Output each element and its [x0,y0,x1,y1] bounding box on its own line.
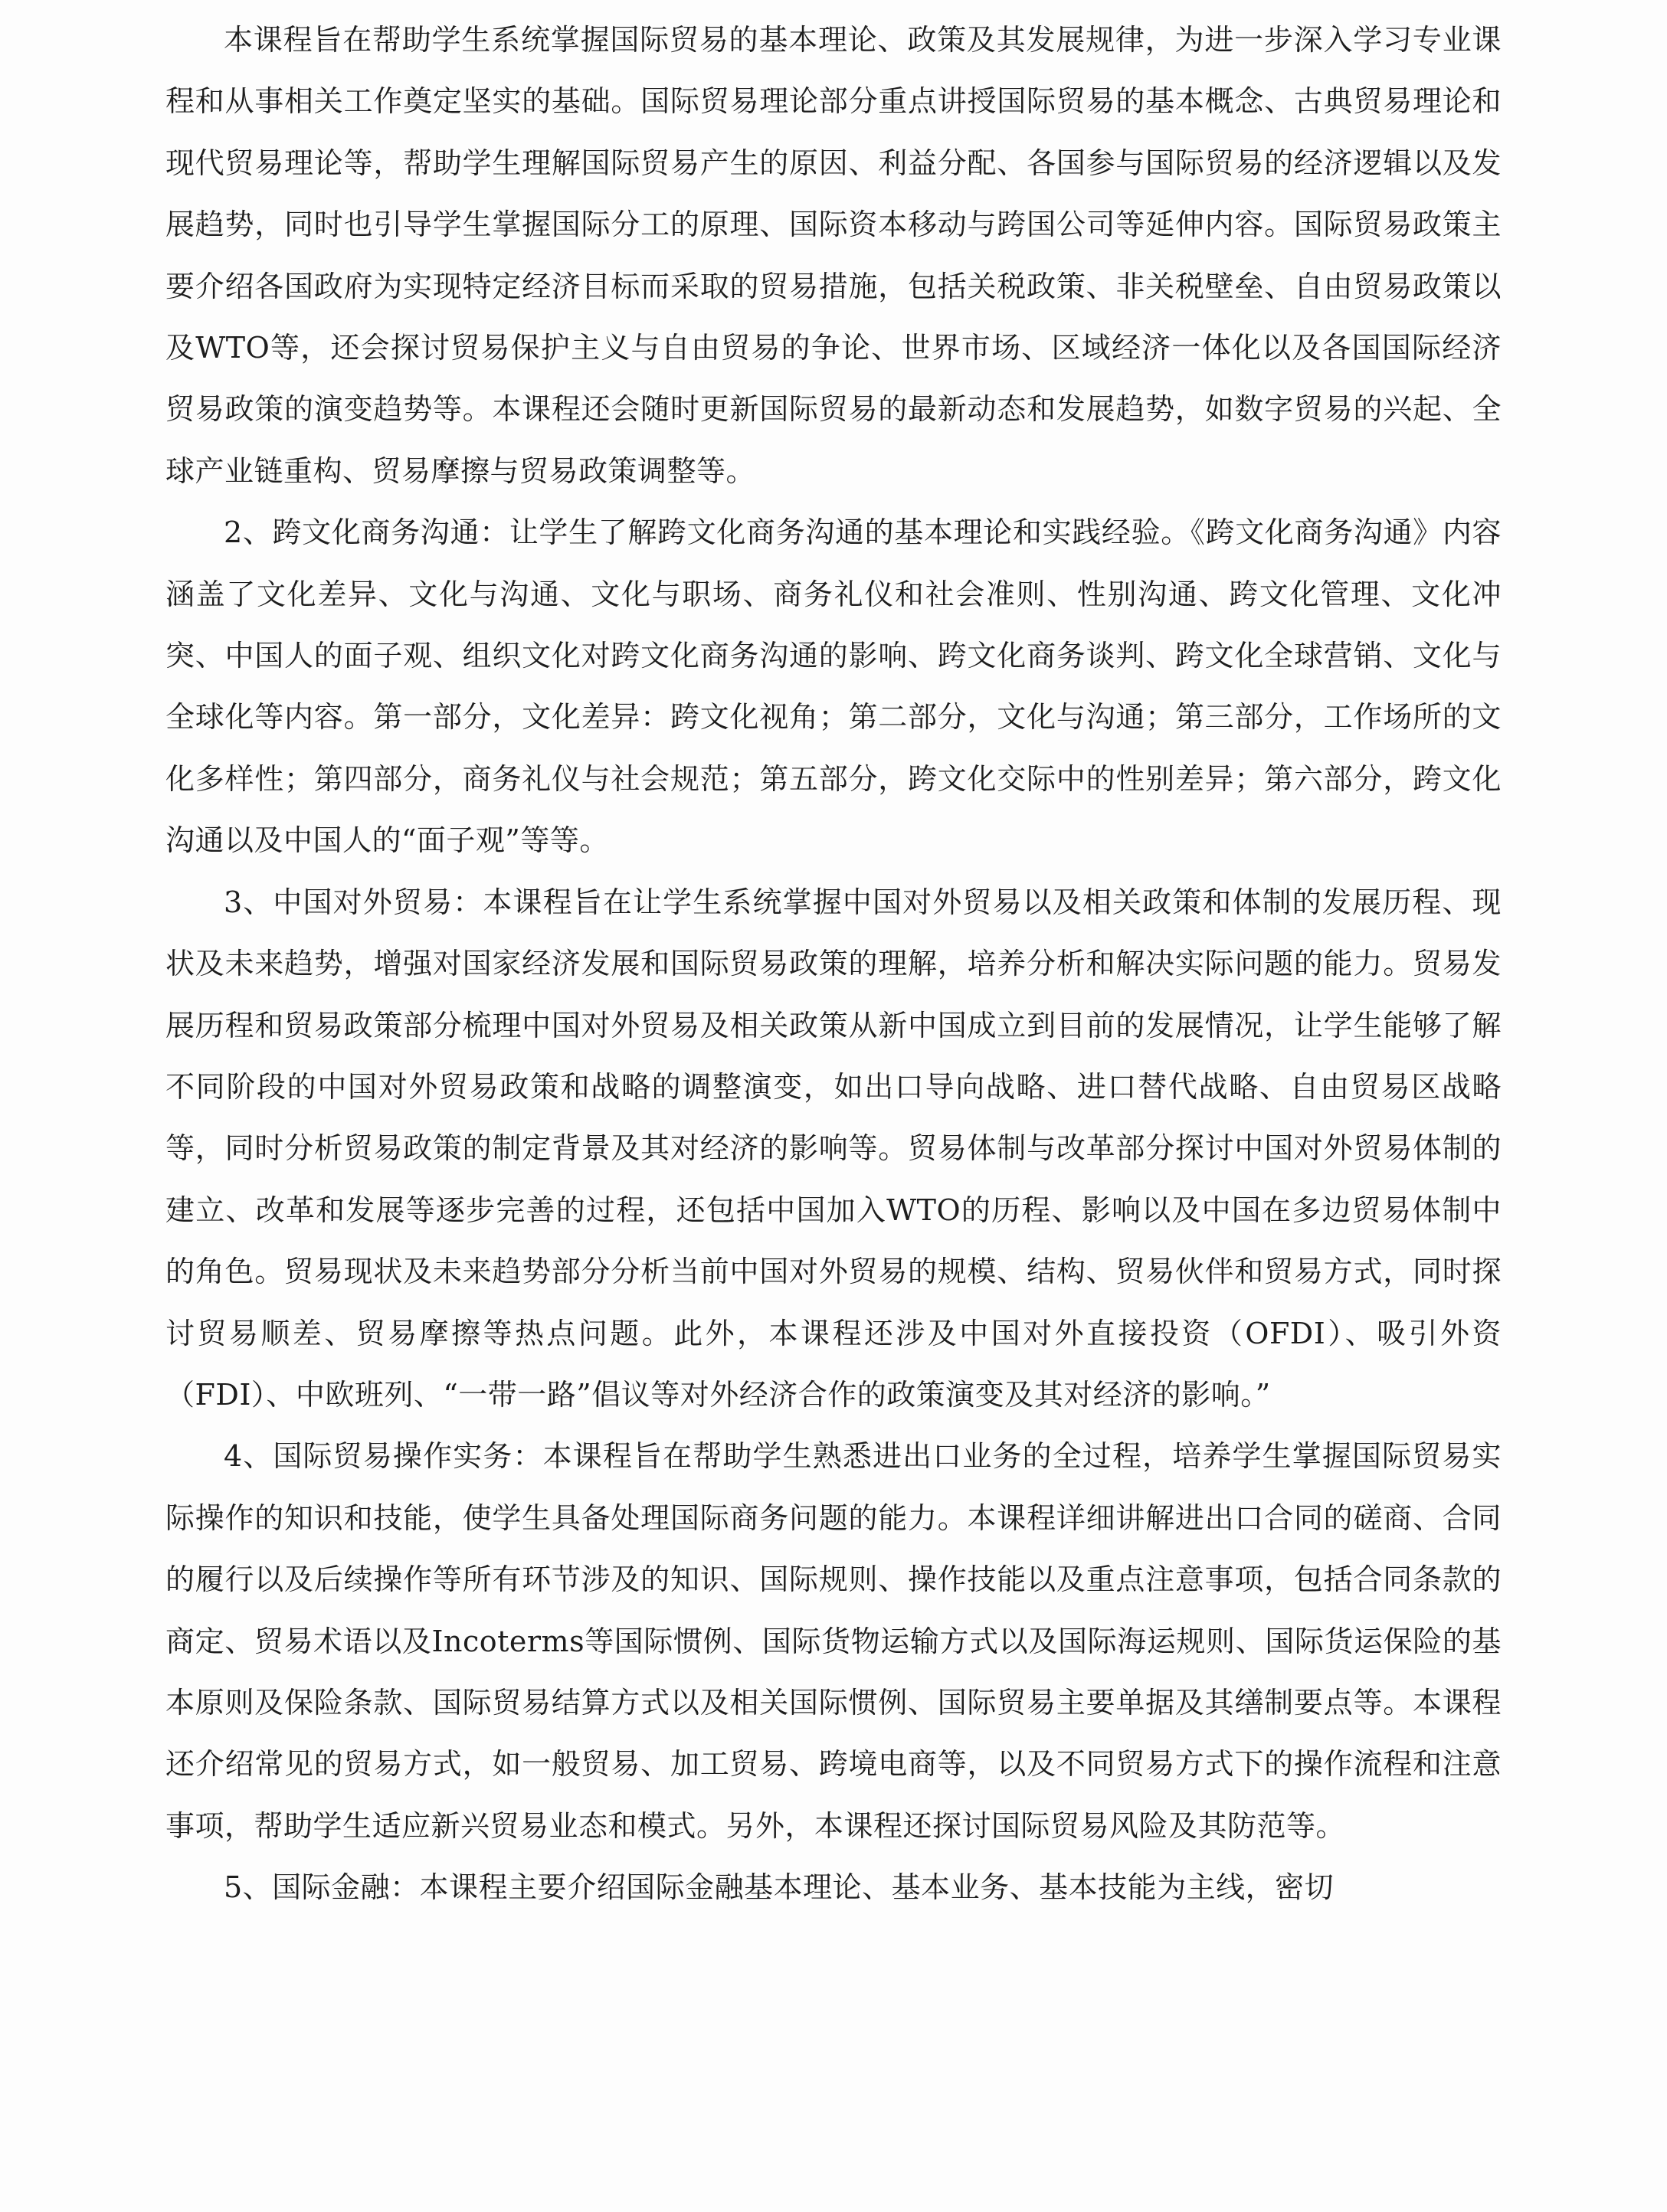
paragraph-trade-practice: 4、国际贸易操作实务：本课程旨在帮助学生熟悉进出口业务的全过程，培养学生掌握国际贸易实际操作的知识和技能，使学生具备处理国际商务问题的能力。本课程详细讲解进出口合同的磋商、合同的履行以及后续操作等所有环节涉及的知识、国际规则、操作技能以及重点注意事项，包括合同条款的商定、贸易术语以及Incoterms等国际惯例、国际货物运输方式以及国际海运规则、国际货运保险的基本原则及保险条款、国际贸易结算方式以及相关国际惯例、国际贸易主要单据及其缮制要点等。本课程还介绍常见的贸易方式，如一般贸易、加工贸易、跨境电商等，以及不同贸易方式下的操作流程和注意事项，帮助学生适应新兴贸易业态和模式。另外，本课程还探讨国际贸易风险及其防范等。 [165,1439,1502,1843]
paragraph-china-foreign-trade: 3、中国对外贸易：本课程旨在让学生系统掌握中国对外贸易以及相关政策和体制的发展历程、现状及未来趋势，增强对国家经济发展和国际贸易政策的理解，培养分析和解决实际问题的能力。贸易发展历程和贸易政策部分梳理中国对外贸易及相关政策从新中国成立到目前的发展情况，让学生能够了解不同阶段的中国对外贸易政策和战略的调整演变，如出口导向战略、进口替代战略、自由贸易区战略等，同时分析贸易政策的制定背景及其对经济的影响等。贸易体制与改革部分探讨中国对外贸易体制的建立、改革和发展等逐步完善的过程，还包括中国加入WTO的历程、影响以及中国在多边贸易体制中的角色。贸易现状及未来趋势部分分析当前中国对外贸易的规模、结构、贸易伙伴和贸易方式，同时探讨贸易顺差、贸易摩擦等热点问题。此外，本课程还涉及中国对外直接投资（OFDI）、吸引外资（FDI）、中欧班列、“一带一路”倡议等对外经济合作的政策演变及其对经济的影响。” [165,885,1502,1412]
paragraph-cross-cultural-communication: 2、跨文化商务沟通：让学生了解跨文化商务沟通的基本理论和实践经验。《跨文化商务沟通》内容涵盖了文化差异、文化与沟通、文化与职场、商务礼仪和社会准则、性别沟通、跨文化管理、文化冲突、中国人的面子观、组织文化对跨文化商务沟通的影响、跨文化商务谈判、跨文化全球营销、文化与全球化等内容。第一部分，文化差异：跨文化视角；第二部分，文化与沟通；第三部分，工作场所的文化多样性；第四部分，商务礼仪与社会规范；第五部分，跨文化交际中的性别差异；第六部分，跨文化沟通以及中国人的“面子观”等等。 [165,515,1502,858]
document-body [165,9,1502,1919]
paragraph-intl-trade-continuation: 本课程旨在帮助学生系统掌握国际贸易的基本理论、政策及其发展规律，为进一步深入学习专业课程和从事相关工作奠定坚实的基础。国际贸易理论部分重点讲授国际贸易的基本概念、古典贸易理论和现代贸易理论等，帮助学生理解国际贸易产生的原因、利益分配、各国参与国际贸易的经济逻辑以及发展趋势，同时也引导学生掌握国际分工的原理、国际资本移动与跨国公司等延伸内容。国际贸易政策主要介绍各国政府为实现特定经济目标而采取的贸易措施，包括关税政策、非关税壁垒、自由贸易政策以及WTO等，还会探讨贸易保护主义与自由贸易的争论、世界市场、区域经济一体化以及各国国际经济贸易政策的演变趋势等。本课程还会随时更新国际贸易的最新动态和发展趋势，如数字贸易的兴起、全球产业链重构、贸易摩擦与贸易政策调整等。 [165,23,1502,488]
paragraph-intl-finance: 5、国际金融：本课程主要介绍国际金融基本理论、基本业务、基本技能为主线，密切 [224,1870,1335,1905]
